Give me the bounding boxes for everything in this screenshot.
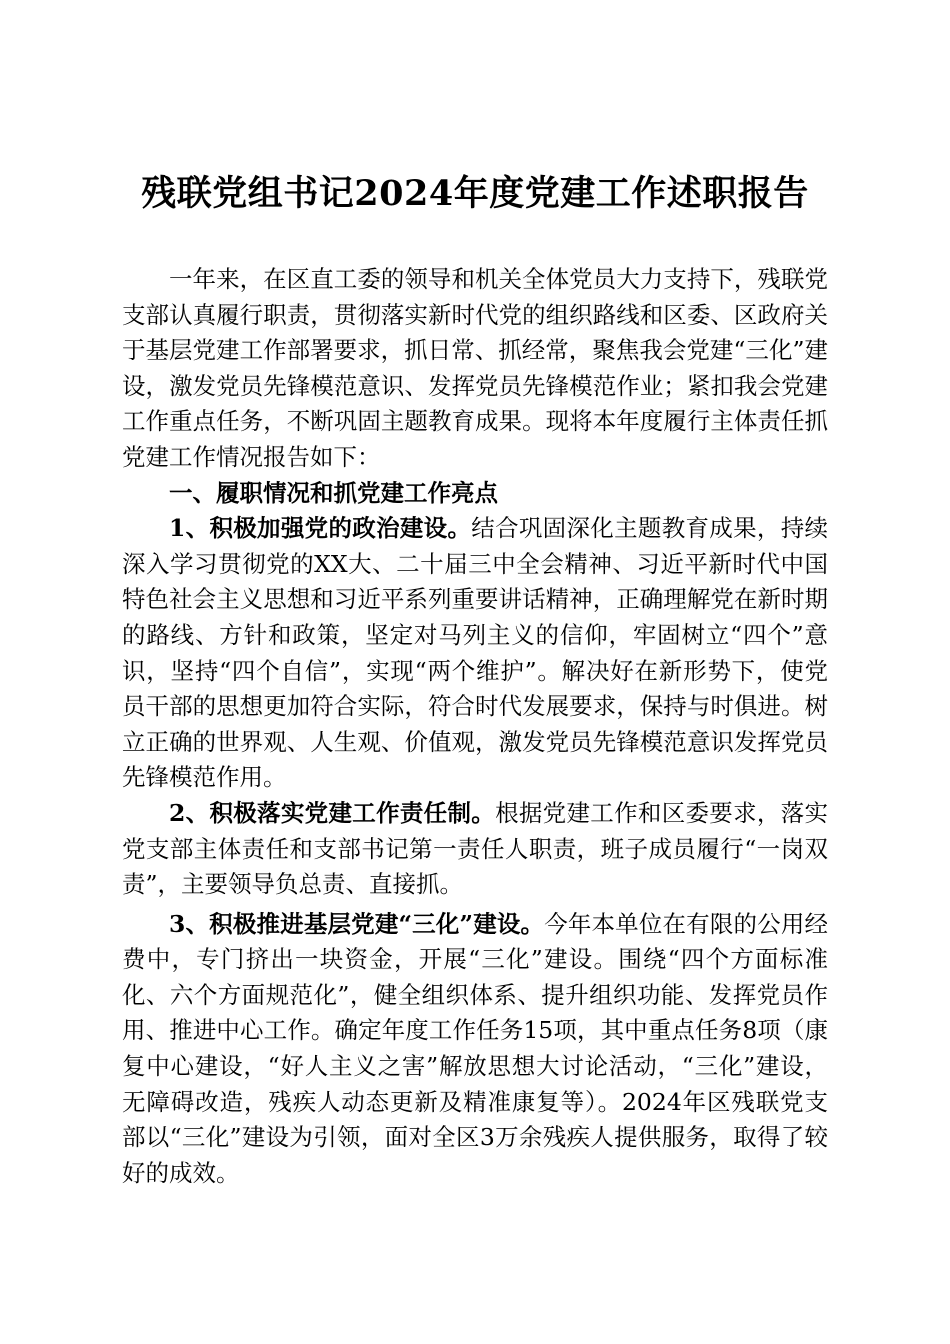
item-text-1: 结合巩固深化主题教育成果，持续深入学习贯彻党的XX大、二十届三中全会精神、习近平新时代中国特色社会主义思想和习近平系列重要讲话精神，正确理解党在新时期的路线、方针和政策，坚定对马列主义的信仰，牢固树立“四个”意识，坚持“四个自信”，实现“两个维护”。解决好在新形势下，使党员干部的思想更加符合实际，符合时代发展要求，保持与时俱进。树立正确的世界观、人生观、价值观，激发党员先锋模范意识发挥党员先锋模范作用。 — [122, 514, 829, 792]
item-paragraph-3 — [122, 907, 828, 1192]
item-paragraph-1 — [122, 511, 828, 796]
item-paragraph-2 — [122, 796, 828, 903]
document-body — [122, 262, 828, 1191]
item-text-2: 根据党建工作和区委要求，落实党支部主体责任和支部书记第一责任人职责，班子成员履行“一岗双责”，主要领导负总责、直接抓。 — [122, 798, 828, 899]
item-lead-2: 2、积极落实党建工作责任制。 — [169, 798, 496, 827]
item-text-3: 今年本单位在有限的公用经费中，专门挤出一块资金，开展“三化”建设。围绕“四个方面标准化、六个方面规范化”，健全组织体系、提升组织功能、发挥党员作用、推进中心工作。确定年度工作任务15项，其中重点任务8项（康复中心建设，“好人主义之害”解放思想大讨论活动，“三化”建设，无障碍改造，残疾人动态更新及精准康复等）。2024年区残联党支部以“三化”建设为引领，面对全区3万余残疾人提供服务，取得了较好的成效。 — [122, 909, 828, 1187]
section-heading-1: 一、履职情况和抓党建工作亮点 — [169, 478, 498, 507]
item-lead-3: 3、积极推进基层党建“三化”建设。 — [169, 909, 545, 938]
intro-paragraph: 一年来，在区直工委的领导和机关全体党员大力支持下，残联党支部认真履行职责，贯彻落实新时代党的组织路线和区委、区政府关于基层党建工作部署要求，抓日常、抓经常，聚焦我会党建“三化”建设，激发党员先锋模范意识、发挥党员先锋模范作业；紧扣我会党建工作重点任务，不断巩固主题教育成果。现将本年度履行主体责任抓党建工作情况报告如下： — [122, 265, 828, 471]
document-title: 残联党组书记2024年度党建工作述职报告 — [141, 173, 809, 214]
item-lead-1: 1、积极加强党的政治建设。 — [169, 514, 472, 543]
